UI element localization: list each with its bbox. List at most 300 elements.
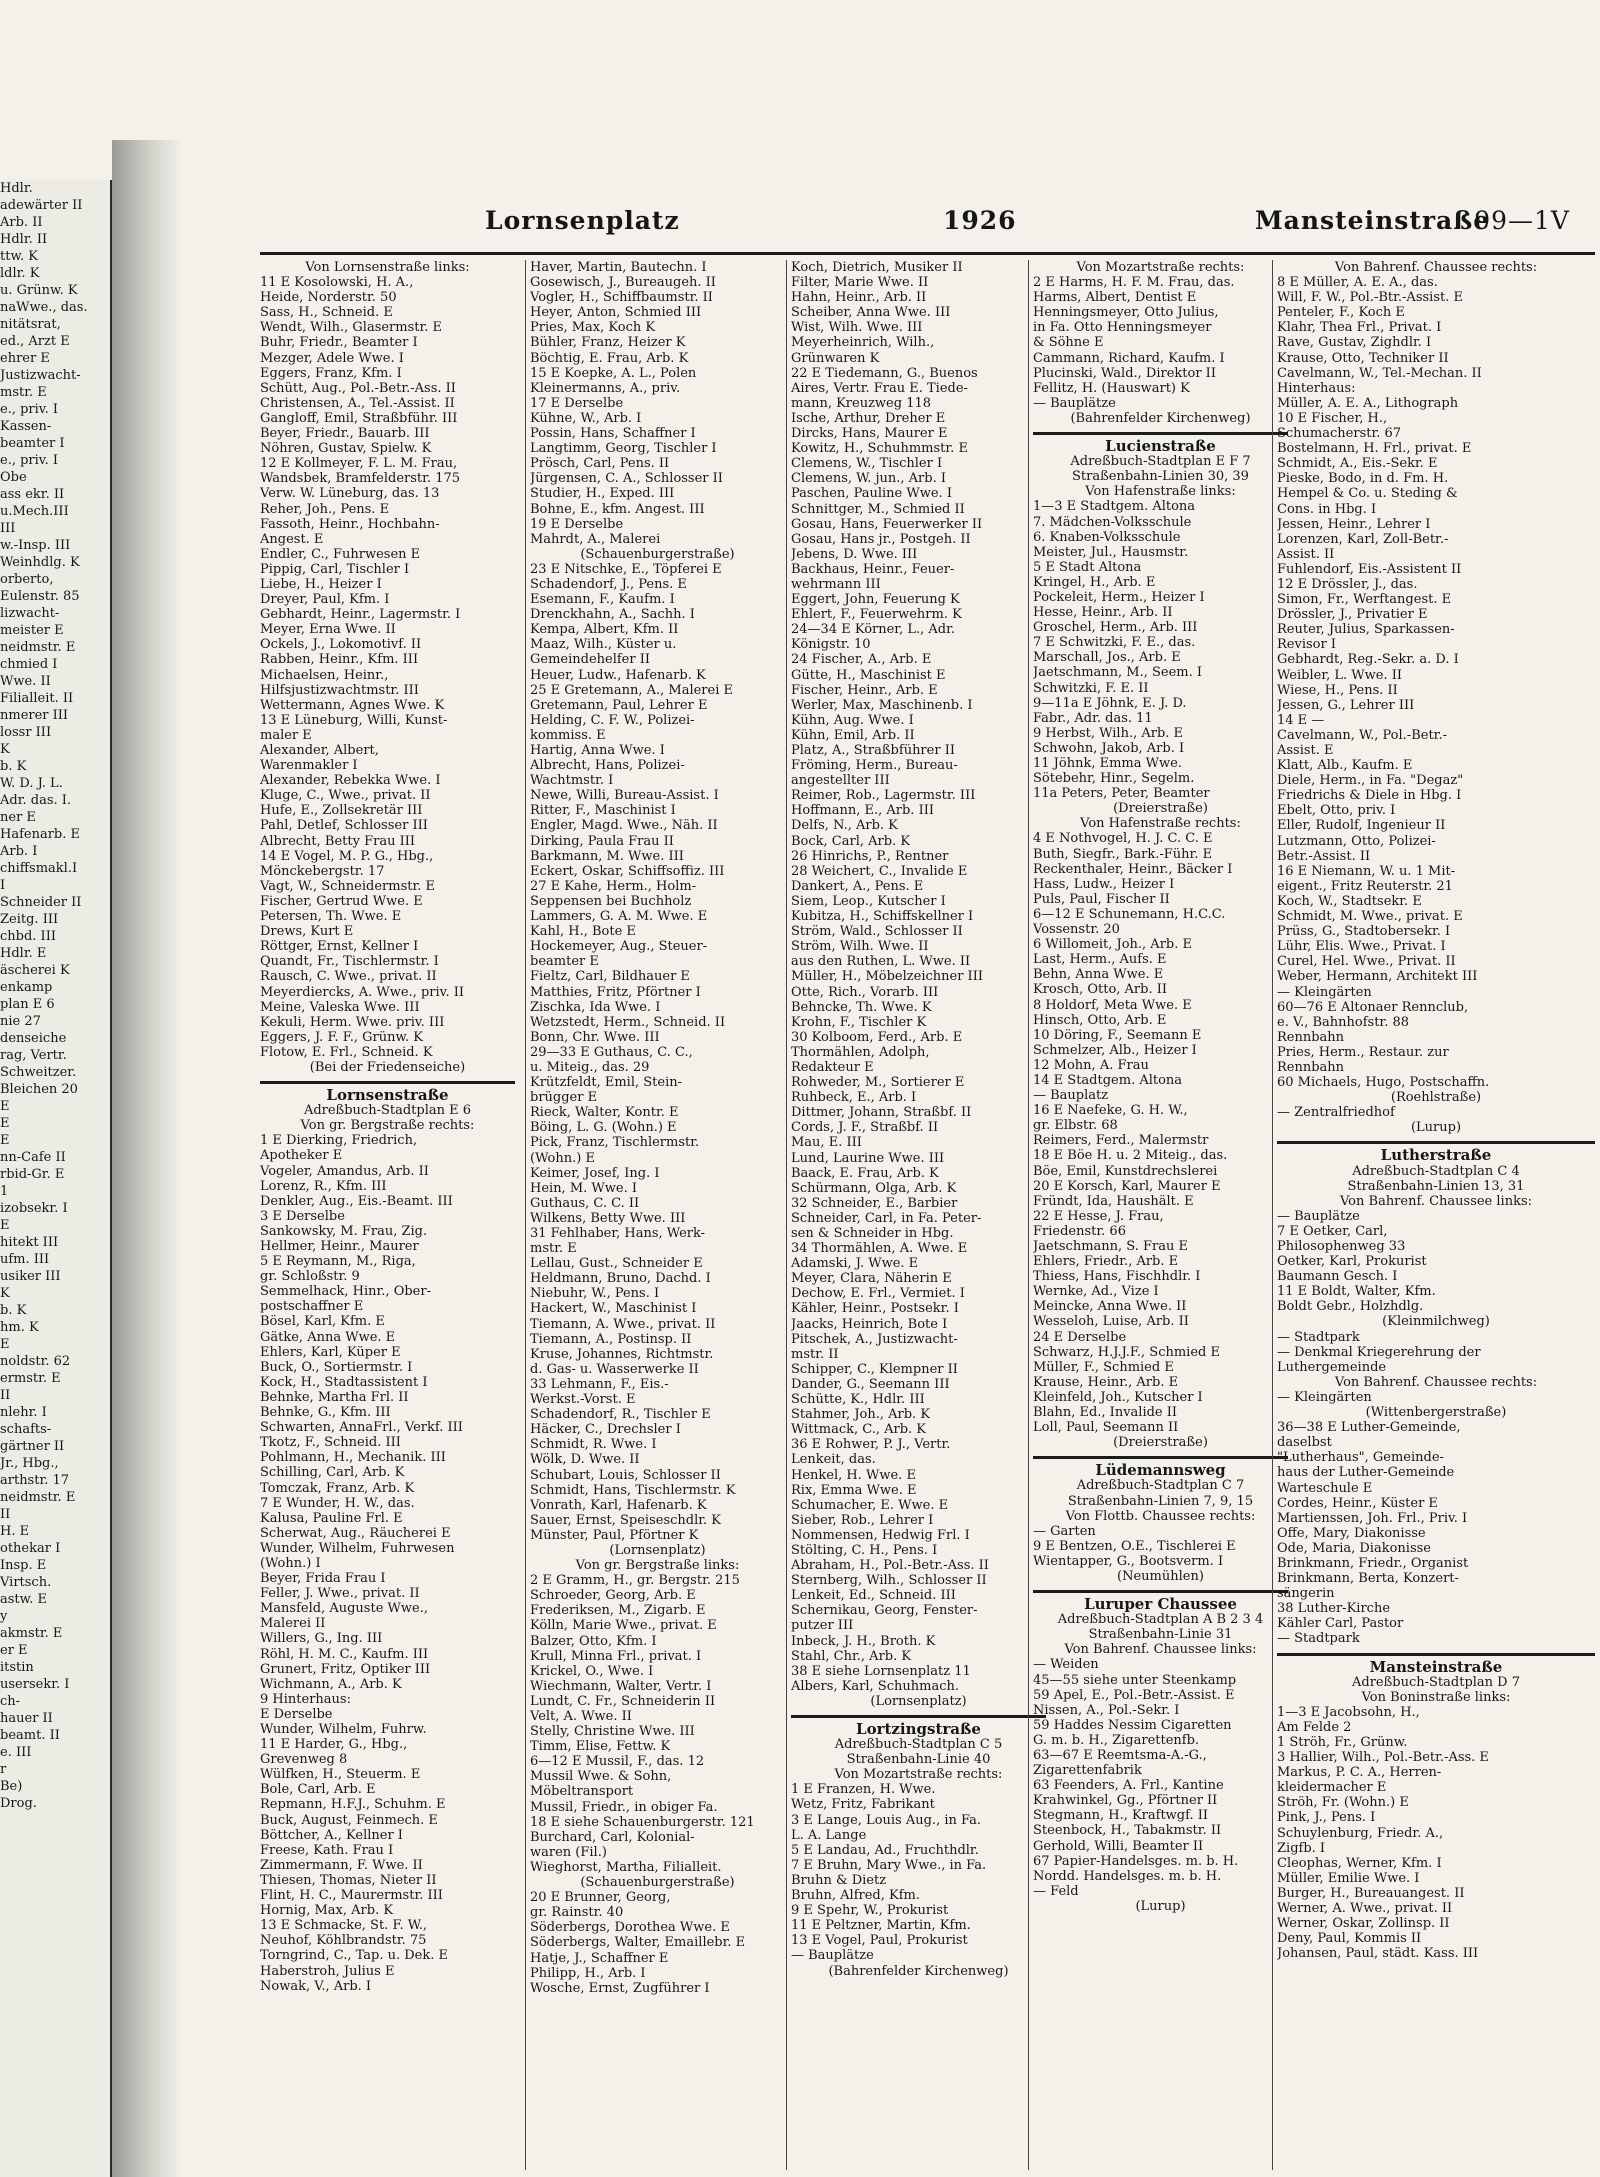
directory-subline: (Bahrenfelder Kirchenweg) [828,1963,1009,1979]
directory-entry: Werler, Max, Maschinenb. I [791,697,973,713]
directory-entry: Jessen, Heinr., Lehrer I [1277,516,1431,532]
street-heading: Lortzingstraße [791,1715,1046,1737]
directory-entry: (Wohn.) E [530,1150,595,1166]
directory-entry: Jaacks, Heinrich, Bote I [791,1316,948,1332]
directory-entry: Kühn, Emil, Arb. II [791,727,915,743]
directory-entry: Heyer, Anton, Schmied III [530,305,702,321]
directory-entry: Röhl, H. M. C., Kaufm. III [260,1646,429,1662]
directory-subline: Adreßbuch-Stadtplan C 5 [834,1737,1003,1753]
directory-entry: Gemeindehelfer II [530,652,650,668]
directory-entry: Meyer, Erna Wwe. II [260,622,396,638]
directory-entry: 32 Schneider, E., Barbier [791,1195,958,1211]
directory-entry: Ritter, F., Maschinist I [530,803,676,819]
directory-entry: 7 E Wunder, H. W., das. [260,1495,415,1511]
directory-entry: d. Gas- u. Wasserwerke II [530,1361,699,1377]
directory-entry: Pries, Max, Koch K [530,320,656,336]
directory-entry: Dirking, Paula Frau II [530,833,674,849]
directory-entry: Wetzstedt, Herm., Schneid. II [530,1014,726,1030]
directory-entry: Sass, H., Schneid. E [260,305,393,321]
directory-entry: Schilling, Carl, Arb. K [260,1465,405,1481]
directory-entry: 1 E Franzen, H. Wwe. [791,1782,936,1798]
directory-entry: Müller, Emilie Wwe. I [1277,1870,1420,1886]
directory-entry: Vossenstr. 20 [1033,922,1120,938]
left-fragment-line: schafts- [0,1422,52,1437]
directory-subline: Straßenbahn-Linien 13, 31 [1347,1178,1525,1194]
directory-entry: Harms, Albert, Dentist E [1033,290,1197,306]
directory-entry: gr. Elbstr. 68 [1033,1118,1118,1134]
directory-entry: 13 E Vogel, Paul, Prokurist [791,1933,968,1949]
directory-entry: Kruse, Johannes, Richtmstr. [530,1346,714,1362]
directory-entry: 29—33 E Guthaus, C. C., [530,1044,693,1060]
directory-entry: Behncke, Th. Wwe. K [791,999,932,1015]
directory-entry: "Lutherhaus", Gemeinde- [1277,1450,1444,1466]
directory-entry: Alexander, Rebekka Wwe. I [260,773,441,789]
directory-entry: Werkst.-Vorst. E [530,1392,636,1408]
directory-entry: Cons. in Hbg. I [1277,501,1377,517]
left-fragment-line: Jr., Hbg., [0,1456,59,1471]
directory-entry: Eggers, J. F. F., Grünw. K [260,1029,424,1045]
left-fragment-line: neidmstr. E [0,1490,76,1505]
directory-entry: Zimmermann, F. Wwe. II [260,1857,423,1873]
directory-entry: Thiess, Hans, Fischhdlr. I [1033,1269,1201,1285]
directory-entry: Fuhlendorf, Eis.-Assistent II [1277,561,1462,577]
directory-entry: Kekuli, Herm. Wwe. priv. III [260,1014,445,1030]
directory-entry: 38 E siehe Lornsenplatz 11 [791,1663,971,1679]
directory-subline: Von Hafenstraße links: [1085,484,1236,500]
directory-entry: Ehlert, F., Feuerwehrm. K [791,607,962,623]
directory-entry: 18 E siehe Schauenburgerstr. 121 [530,1814,755,1830]
directory-entry: 23 E Nitschke, E., Töpferei E [530,561,722,577]
directory-entry: Rieck, Walter, Kontr. E [530,1105,679,1121]
directory-entry: Hilfsjustizwachtmstr. III [260,682,419,698]
directory-entry: Reimer, Rob., Lagermstr. III [791,788,976,804]
directory-entry: Sauer, Ernst, Speiseschdlr. K [530,1512,722,1528]
left-fragment-line: chiffsmakl.I [0,861,78,876]
left-fragment-line: Kassen- [0,419,52,434]
left-fragment-line: chmied I [0,657,58,672]
left-fragment-line: r [0,1762,7,1777]
directory-entry: — Stadtpark [1277,1329,1360,1345]
left-fragment-line: E [0,1218,10,1233]
directory-entry: Böchtig, E. Frau, Arb. K [530,350,689,366]
left-fragment-line: Bleichen 20 [0,1082,78,1097]
directory-entry: Gosau, Hans jr., Postgeh. II [791,531,971,547]
directory-entry: 36—38 E Luther-Gemeinde, [1277,1420,1461,1436]
left-fragment-line: rag, Vertr. [0,1048,67,1063]
directory-entry: 8 Holdorf, Meta Wwe. E [1033,997,1192,1013]
directory-entry: Nowak, V., Arb. I [260,1978,372,1994]
directory-entry: Kalusa, Pauline Frl. E [260,1510,403,1526]
left-fragment-line: Wwe. II [0,674,51,689]
left-fragment-line: b. K [0,1303,27,1318]
directory-subline: Adreßbuch-Stadtplan C 7 [1076,1478,1245,1494]
directory-entry: Söderbergs, Dorothea Wwe. E [530,1920,730,1936]
directory-subline: Adreßbuch-Stadtplan D 7 [1351,1674,1521,1690]
directory-entry: Nommensen, Hedwig Frl. I [791,1527,970,1543]
directory-entry: Friedenstr. 66 [1033,1223,1126,1239]
directory-entry: G. m. b. H., Zigarettenfb. [1033,1732,1200,1748]
directory-entry: Bösel, Karl, Kfm. E [260,1314,385,1330]
left-fragment-line: ass ekr. II [0,487,65,502]
directory-entry: 17 E Derselbe [530,395,624,411]
directory-entry: Alexander, Albert, [260,743,379,758]
directory-entry: 22 E Hesse, J. Frau, [1033,1208,1164,1224]
directory-entry: Bock, Carl, Arb. K [791,833,911,849]
directory-subline: Von Bahrenf. Chaussee links: [1064,1642,1257,1658]
left-fragment-line: plan E 6 [0,997,55,1012]
directory-subline: Straßenbahn-Linie 31 [1088,1627,1233,1643]
directory-entry: Luthergemeinde [1277,1359,1387,1375]
left-fragment-line: Hdlr. E [0,946,47,961]
directory-entry: Schadendorf, J., Pens. E [530,576,687,592]
left-fragment-line: enkamp [0,980,53,995]
directory-subline: Von Flottb. Chaussee rechts: [1065,1508,1256,1524]
left-fragment-line: usersekr. I [0,1677,70,1692]
directory-entry: Petersen, Th. Wwe. E [260,909,402,925]
directory-entry: Wölk, D. Wwe. II [530,1452,640,1468]
directory-entry: Schütt, Aug., Pol.-Betr.-Ass. II [260,380,456,396]
directory-entry: Schwohn, Jakob, Arb. I [1033,740,1185,756]
column-1 [260,260,515,2170]
directory-entry: 5 E Reymann, M., Riga, [260,1254,416,1270]
directory-entry: (Wohn.) I [260,1555,321,1571]
directory-subline: Von Lornsenstraße links: [305,260,470,275]
left-fragment-line: mstr. E [0,385,47,400]
left-fragment-line: rbid-Gr. E [0,1167,65,1182]
left-fragment-line: nitätsrat, [0,317,61,332]
directory-entry: Müller, F., Schmied E [1033,1359,1174,1375]
directory-entry: Wachtmstr. I [530,773,614,789]
directory-entry: Henningsmeyer, Otto Julius, [1033,305,1219,321]
left-fragment-line: lossr III [0,725,52,740]
directory-entry: Sieber, Rob., Lehrer I [791,1512,934,1528]
directory-entry: 2 E Gramm, H., gr. Bergstr. 215 [530,1573,740,1589]
directory-entry: 59 Haddes Nessim Cigaretten [1033,1717,1232,1733]
directory-entry: — Bauplätze [1277,1208,1360,1224]
directory-entry: 36 E Rohwer, P. J., Vertr. [791,1437,951,1453]
directory-entry: E Derselbe [260,1706,333,1722]
directory-entry: 2 E Harms, H. F. M. Frau, das. [1033,275,1235,291]
left-fragment-line: Filialleit. II [0,691,74,706]
directory-entry: Schmelzer, Alb., Heizer I [1033,1042,1197,1058]
directory-entry: Meine, Valeska Wwe. III [260,999,420,1015]
directory-entry: Lenkeit, das. [791,1452,876,1468]
directory-entry: — Kleingärten [1277,1389,1372,1405]
directory-entry: 30 Kolboom, Ferd., Arb. E [791,1029,963,1045]
directory-entry: mann, Kreuzweg 118 [791,395,932,411]
directory-entry: Prüss, G., Stadtobersekr. I [1277,924,1451,940]
directory-entry: Dircks, Hans, Maurer E [791,426,948,442]
directory-subline: Von Mozartstraße rechts: [834,1767,1003,1783]
directory-entry: Ströh, Fr. (Wohn.) E [1277,1795,1409,1811]
directory-subline: Von Mozartstraße rechts: [1076,260,1245,275]
directory-entry: Mansfeld, Auguste Wwe., [260,1601,428,1617]
directory-entry: sängerin [1277,1586,1335,1602]
directory-entry: 6 Willomeit, Joh., Arb. E [1033,937,1192,953]
directory-subline: Adreßbuch-Stadtplan E 6 [303,1103,472,1119]
directory-subline: Straßenbahn-Linien 30, 39 [1072,469,1249,485]
directory-entry: maler E [260,727,312,743]
left-fragment-line: w.-Insp. III [0,538,71,553]
directory-entry: Denkler, Aug., Eis.-Beamt. III [260,1193,453,1209]
directory-entry: Ehlers, Karl, Küper E [260,1344,401,1360]
directory-entry: Clemens, W., Tischler I [791,456,943,472]
header-year: 1926 [943,206,1017,235]
left-fragment-line: Eulenstr. 85 [0,589,80,604]
directory-subline: (Dreierstraße) [1113,1435,1208,1451]
header-right-street: Mansteinstraße [1255,206,1491,235]
directory-entry: Wiese, H., Pens. II [1277,682,1398,698]
directory-entry: Warenmakler I [260,758,358,774]
directory-entry: Meyerheinrich, Wilh., [791,335,935,351]
directory-entry: Tkotz, F., Schneid. III [260,1435,401,1451]
left-fragment-line: gärtner II [0,1439,65,1454]
directory-entry: 24 Fischer, A., Arb. E [791,652,932,668]
directory-entry: Wendt, Wilh., Glasermstr. E [260,320,443,336]
column-divider [1028,260,1029,2170]
directory-entry: Seppensen bei Buchholz [530,893,692,909]
directory-entry: Bonn, Chr. Wwe. III [530,1029,660,1045]
directory-entry: Dittmer, Johann, Straßbf. II [791,1105,972,1121]
directory-entry: Barkmann, M. Wwe. III [530,848,684,864]
left-fragment-line: nmerer III [0,708,69,723]
directory-entry: Grünwaren K [791,350,880,366]
directory-entry: Meister, Jul., Hausmstr. [1033,544,1189,560]
directory-entry: 20 E Korsch, Karl, Maurer E [1033,1178,1221,1194]
directory-entry: wehrmann III [791,576,881,592]
left-fragment-line: Obe [0,470,27,485]
directory-entry: 13 E Schmacke, St. F. W., [260,1918,428,1934]
directory-entry: Esemann, F., Kaufm. I [530,592,675,608]
directory-entry: Eckert, Oskar, Schiffsoffiz. III [530,863,725,879]
directory-entry: Martienssen, Joh. Frl., Priv. I [1277,1510,1468,1526]
directory-entry: 11 E Peltzner, Martin, Kfm. [791,1918,971,1934]
left-fragment-line: ed., Arzt E [0,334,70,349]
directory-entry: Gosau, Hans, Feuerwerker II [791,516,983,532]
left-fragment-line: arthstr. 17 [0,1473,70,1488]
directory-entry: Revisor I [1277,637,1336,653]
directory-entry: Fassoth, Heinr., Hochbahn- [260,516,440,532]
directory-entry: Behn, Anna Wwe. E [1033,967,1164,983]
directory-entry: Schmidt, R. Wwe. I [530,1437,657,1453]
left-fragment-line: Virtsch. [0,1575,52,1590]
column-divider [525,260,526,2170]
directory-entry: Puls, Paul, Fischer II [1033,891,1170,907]
street-heading: Lüdemannsweg [1033,1456,1288,1478]
directory-entry: gr. Schloßstr. 9 [260,1269,360,1285]
directory-entry: Engler, Magd. Wwe., Näh. II [530,818,718,834]
directory-entry: Kluge, C., Wwe., privat. II [260,788,431,804]
directory-entry: Klatt, Alb., Kaufm. E [1277,758,1413,774]
directory-entry: Heldmann, Bruno, Dachd. I [530,1271,711,1287]
directory-entry: Böttcher, A., Kellner I [260,1827,403,1843]
directory-subline: Von Hafenstraße rechts: [1080,816,1241,832]
directory-entry: 7 E Bruhn, Mary Wwe., in Fa. [791,1857,987,1873]
directory-entry: 14 E Stadtgem. Altona [1033,1072,1183,1088]
directory-entry: Böe, Emil, Kunstdrechslerei [1033,1163,1218,1179]
directory-entry: Wichmann, A., Arb. K [260,1676,402,1692]
directory-entry: beamter E [530,954,599,970]
directory-entry: 34 Thormählen, A. Wwe. E [791,1241,968,1257]
directory-entry: Gebhardt, Reg.-Sekr. a. D. I [1277,652,1459,668]
left-fragment-line: e. III [0,1745,32,1760]
directory-entry: Lellau, Gust., Schneider E [530,1256,703,1272]
directory-entry: Johansen, Paul, städt. Kass. III [1277,1946,1479,1962]
directory-entry: kleidermacher E [1277,1780,1387,1796]
directory-entry: Pitschek, A., Justizwacht- [791,1331,958,1347]
directory-entry: Schumacherstr. 67 [1277,426,1402,442]
book-gutter [112,140,182,2177]
directory-entry: Koch, Dietrich, Musiker II [791,260,963,275]
left-fragment-line: E [0,1099,10,1114]
column-divider [1272,260,1273,2170]
directory-entry: 16 E Naefeke, G. H. W., [1033,1103,1188,1119]
directory-entry: Buck, O., Sortiermstr. I [260,1359,413,1375]
directory-entry: Meincke, Anna Wwe. II [1033,1299,1187,1315]
directory-entry: Flotow, E. Frl., Schneid. K [260,1044,433,1060]
directory-entry: Pohlmann, H., Mechanik. III [260,1450,446,1466]
left-fragment-line: Schneider II [0,895,82,910]
left-fragment-line: E [0,1337,10,1352]
directory-subline: (Bei der Friedenseiche) [309,1059,466,1075]
directory-entry: 8 E Müller, A. E. A., das. [1277,275,1438,291]
directory-entry: 9 E Bentzen, O.E., Tischlerei E [1033,1538,1236,1554]
left-fragment-line: akmstr. E [0,1626,63,1641]
directory-entry: Jessen, G., Lehrer III [1277,697,1415,713]
directory-entry: Diele, Herm., in Fa. "Degaz" [1277,773,1464,789]
directory-entry: Weibler, L. Wwe. II [1277,667,1402,683]
directory-entry: Kleinfeld, Joh., Kutscher I [1033,1389,1203,1405]
directory-entry: Sötebehr, Hinr., Segelm. [1033,771,1195,787]
directory-entry: u. Miteig., das. 29 [530,1059,650,1075]
directory-entry: Schipper, C., Klempner II [791,1361,958,1377]
directory-entry: Maaz, Wilh., Küster u. [530,637,677,653]
directory-entry: Boldt Gebr., Holzhdlg. [1277,1299,1424,1315]
directory-entry: Marschall, Jos., Arb. E [1033,650,1181,666]
directory-entry: Jebens, D. Wwe. III [791,546,918,562]
left-fragment-line: y [0,1609,8,1624]
directory-entry: Kühne, W., Arb. I [530,410,642,426]
directory-entry: Rennbahn [1277,1059,1345,1075]
directory-entry: Werner, Oskar, Zollinsp. II [1277,1916,1450,1932]
directory-entry: Bruhn, Alfred, Kfm. [791,1888,920,1904]
directory-entry: Mezger, Adele Wwe. I [260,350,404,366]
directory-entry: Scheiber, Anna Wwe. III [791,305,951,321]
directory-entry: Delfs, N., Arb. K [791,818,898,834]
directory-entry: Müller, H., Möbelzeichner III [791,969,983,985]
directory-entry: 19 E Derselbe [530,516,624,532]
directory-entry: Krause, Heinr., Arb. E [1033,1374,1179,1390]
directory-entry: 12 E Drössler, J., das. [1277,576,1418,592]
directory-entry: Albrecht, Betty Frau III [260,833,415,849]
directory-entry: Schneider, Carl, in Fa. Peter- [791,1210,982,1226]
directory-entry: Cleophas, Werner, Kfm. I [1277,1855,1442,1871]
left-fragment-line: Arb. I [0,844,38,859]
directory-entry: Helding, C. F. W., Polizei- [530,712,695,728]
directory-entry: Dankert, A., Pens. E [791,878,924,894]
directory-entry: Abraham, H., Pol.-Betr.-Ass. II [791,1558,989,1574]
directory-entry: kommiss. E [530,727,606,743]
left-fragment-line: K [0,742,10,757]
directory-entry: Dander, G., Seemann III [791,1376,950,1392]
directory-entry: Gütte, H., Maschinist E [791,667,946,683]
directory-entry: 27 E Kahe, Herm., Holm- [530,878,697,894]
directory-subline: (Schauenburgerstraße) [580,546,735,562]
left-fragment-line: beamt. II [0,1728,60,1743]
directory-entry: Groschel, Herm., Arb. III [1033,620,1198,636]
street-heading: Lucienstraße [1033,432,1288,454]
directory-entry: Vonrath, Karl, Hafenarb. K [530,1497,707,1513]
left-fragment-line: nn-Cafe II [0,1150,66,1165]
column-2 [530,260,785,2170]
left-fragment-line: II [0,1388,11,1403]
directory-entry: Hufe, E., Zollsekretär III [260,803,423,819]
directory-entry: angestellter III [791,773,890,789]
directory-entry: Schwarten, AnnaFrl., Verkf. III [260,1420,463,1436]
directory-entry: — Denkmal Kriegerehrung der [1277,1344,1481,1360]
directory-entry: Wosche, Ernst, Zugführer I [530,1980,710,1996]
directory-entry: Hinterhaus: [1277,380,1356,396]
directory-entry: Schuylenburg, Friedr. A., [1277,1825,1444,1841]
directory-entry: 1 Ströh, Fr., Grünw. [1277,1735,1408,1750]
directory-entry: 14 E Vogel, M. P. G., Hbg., [260,848,434,864]
directory-entry: Philipp, H., Arb. I [530,1965,646,1981]
directory-entry: Gebhardt, Heinr., Lagermstr. I [260,607,461,623]
left-page-fragment [0,180,112,2177]
left-fragment-line: naWwe., das. [0,300,88,315]
directory-entry: Verw. W. Lüneburg, das. 13 [260,486,440,502]
directory-entry: Kleinermanns, A., priv. [530,380,681,396]
directory-entry: Mussil, Friedr., in obiger Fa. [530,1799,718,1815]
directory-entry: 11 E Kosolowski, H. A., [260,275,414,291]
directory-entry: 9—11a E Jöhnk, E. J. D. [1033,695,1187,711]
directory-entry: Reuter, Julius, Sparkassen- [1277,622,1455,638]
directory-entry: 4 E Nothvogel, H. J. C. C. E [1033,831,1213,847]
directory-entry: Haver, Martin, Bautechn. I [530,260,707,275]
left-fragment-line: Weinhdlg. K [0,555,80,570]
directory-entry: mstr. E [530,1241,577,1257]
directory-entry: Klahr, Thea Frl., Privat. I [1277,320,1442,336]
directory-entry: Meyer, Clara, Näherin E [791,1271,952,1287]
directory-entry: Zigfb. I [1277,1840,1326,1856]
directory-entry: Stahmer, Joh., Arb. K [791,1407,931,1423]
directory-entry: 5 E Stadt Altona [1033,559,1142,575]
directory-entry: Kähler, Heinr., Postsekr. I [791,1301,959,1317]
directory-subline: (Wittenbergerstraße) [1365,1405,1507,1421]
directory-entry: Wilkens, Betty Wwe. III [530,1210,686,1226]
directory-entry: Schürmann, Olga, Arb. K [791,1180,957,1196]
directory-entry: Albers, Karl, Schuhmach. [791,1678,959,1694]
directory-entry: Gangloff, Emil, Straßbführ. III [260,410,458,426]
directory-entry: 1 E Dierking, Friedrich, [260,1133,418,1149]
left-fragment-line: u.Mech.III [0,504,69,519]
directory-entry: haus der Luther-Gemeinde [1277,1465,1455,1481]
directory-entry: Freese, Kath. Frau I [260,1842,394,1858]
directory-entry: Pahl, Detlef, Schlosser III [260,818,428,834]
directory-entry: Münster, Paul, Pförtner K [530,1527,699,1543]
directory-entry: Hinsch, Otto, Arb. E [1033,1012,1167,1028]
directory-entry: Markus, P. C. A., Herren- [1277,1765,1442,1781]
directory-entry: Baumann Gesch. I [1277,1269,1398,1285]
directory-subline: Von Boninstraße links: [1361,1689,1511,1705]
directory-entry: 67 Papier-Handelsges. m. b. H. [1033,1853,1239,1869]
directory-entry: Possin, Hans, Schaffner I [530,426,696,442]
directory-entry: Pippig, Carl, Tischler I [260,561,410,577]
directory-subline: (Schauenburgerstraße) [580,1875,735,1891]
directory-entry: Stahl, Chr., Arb. K [791,1648,912,1664]
directory-entry: 6—12 E Schunemann, H.C.C. [1033,906,1226,922]
directory-entry: Reimers, Ferd., Malermstr [1033,1133,1209,1149]
